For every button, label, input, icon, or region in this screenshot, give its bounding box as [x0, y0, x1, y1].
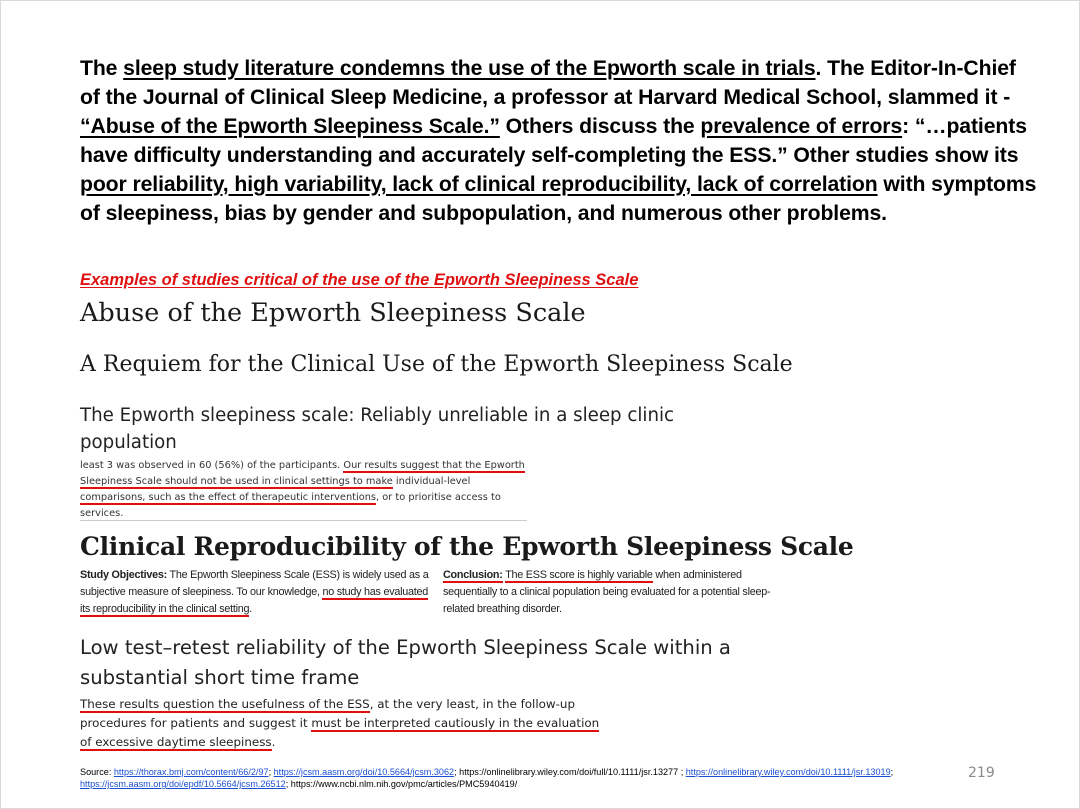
study-title-low-test-retest: Low test–retest reliability of the Epworth Sleepiness Scale within a substantial short time frame — [80, 636, 731, 689]
underlined-phrase: Our results suggest that the Epworth Sleepiness Scale should not be used in clinical settings to make — [80, 460, 525, 487]
source-text: ; — [890, 767, 894, 777]
source-text: ; https://onlinelibrary.wiley.com/doi/full/10.1111/jsr.13277 ; — [454, 767, 686, 777]
text-run: , at the very least, in the follow-up procedures for patients and suggest it — [80, 697, 576, 730]
text-run: individual-level — [392, 476, 471, 487]
source-citations — [80, 766, 960, 790]
main-paragraph — [80, 55, 1040, 228]
underlined-phrase: must be interpreted cautiously in the evaluation of excessive daytime sleepiness — [80, 716, 600, 749]
text-run: Others discuss the — [499, 114, 701, 138]
underlined-phrase: These results question the usefulness of the ESS — [80, 697, 370, 711]
text-run: : “…patients have difficulty understanding and accurately self-completing the ESS.” Other studies show its — [80, 114, 1027, 167]
text-run: least 3 was observed in 60 (56%) of the participants. — [80, 460, 344, 471]
text-run: . The Editor-In-Chief of the Journal of Clinical Sleep Medicine, a professor at Harvard Medical School, slammed it - — [80, 57, 1016, 109]
underlined-phrase: comparisons, such as the effect of therapeutic interventions — [80, 492, 377, 503]
text-run: . — [271, 735, 276, 749]
study-title-requiem: A Requiem for the Clinical Use of the Epworth Sleepiness Scale — [80, 352, 793, 377]
excerpt-divider — [80, 520, 527, 521]
underlined-phrase: prevalence of errors — [700, 114, 903, 138]
text-run: The Epworth Sleepiness Scale (ESS) is widely used as a subjective measure of sleepiness. To our knowledge, — [80, 569, 429, 598]
source-text: ; https://www.ncbi.nlm.nih.gov/pmc/articles/PMC5940419/ — [285, 779, 518, 789]
underlined-phrase: sleep study literature condemns the use of the Epworth scale in trials — [123, 57, 816, 80]
study-excerpt-low-test-retest — [80, 695, 600, 752]
study-title-reliably-unreliable: The Epworth sleepiness scale: Reliably unreliable in a sleep clinic population — [80, 405, 675, 453]
underlined-phrase: The ESS score is highly variable — [505, 569, 653, 581]
study-title-clinical-reproducibility: Clinical Reproducibility of the Epworth Sleepiness Scale — [80, 532, 854, 561]
text-run: , or to prioritise access to services. — [80, 492, 501, 519]
text-run: when administered sequentially to a clinical population being evaluated for a potential sleep-related breathing disorder. — [443, 569, 771, 615]
source-label: Source: — [80, 767, 114, 777]
underlined-phrase: Conclusion: — [443, 569, 503, 581]
study-title-abuse: Abuse of the Epworth Sleepiness Scale — [80, 298, 586, 328]
page-number: 219 — [968, 765, 995, 781]
underlined-phrase: “Abuse of the Epworth Sleepiness Scale.” — [80, 114, 500, 138]
study-conclusion-excerpt — [443, 567, 795, 618]
source-text: ; — [268, 767, 274, 777]
text-run: The — [80, 57, 124, 80]
underlined-phrase: poor reliability, high variability, lack of clinical reproducibility, lack of correlation — [80, 172, 878, 196]
text-run: . — [249, 603, 253, 615]
source-link[interactable]: https://thorax.bmj.com/content/66/2/97 — [113, 767, 269, 777]
text-run: with symptoms of sleepiness, bias by gender and subpopulation, and numerous other problems. — [80, 172, 1037, 225]
examples-heading: Examples of studies critical of the use of the Epworth Sleepiness Scale — [80, 271, 639, 289]
study-excerpt-reliably-unreliable — [80, 458, 530, 522]
source-link[interactable]: https://onlinelibrary.wiley.com/doi/10.1111/jsr.13019 — [685, 767, 891, 777]
text-run: Study Objectives: — [80, 569, 167, 581]
source-link[interactable]: https://jcsm.aasm.org/doi/epdf/10.5664/jcsm.26512 — [80, 779, 286, 789]
source-link[interactable]: https://jcsm.aasm.org/doi/10.5664/jcsm.3062 — [273, 767, 455, 777]
study-objectives-excerpt — [80, 567, 432, 618]
underlined-phrase: no study has evaluated its reproducibility in the clinical setting — [80, 586, 429, 615]
